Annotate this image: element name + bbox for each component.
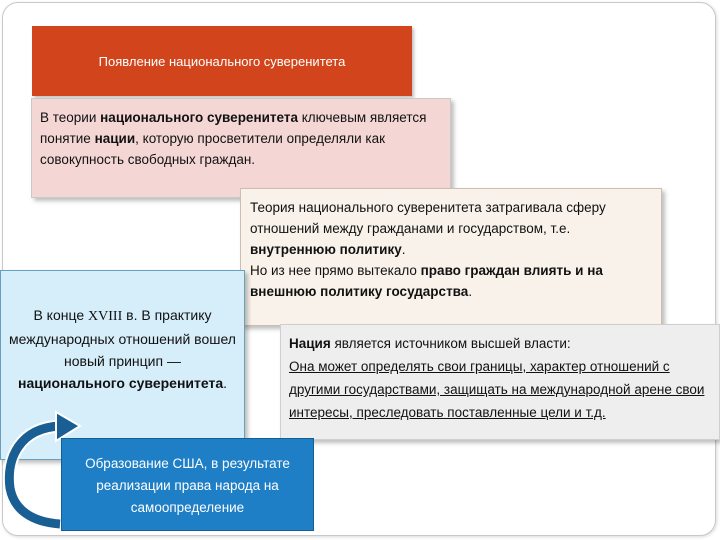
- policy-scope-box: [240, 188, 662, 326]
- text-fragment: .: [468, 284, 473, 299]
- text-fragment: ключевым является понятие: [40, 110, 427, 146]
- underlined-text: Она может определять свои границы, характер отношений с другими государствами, защищать на международной арене свои интересы, преследовать поставленные цели и т.д.: [289, 359, 705, 420]
- text-fragment: Но из нее прямо вытекало: [250, 263, 421, 278]
- bold-term: национального суверенитета: [100, 110, 298, 125]
- title-box: [32, 26, 412, 96]
- text-fragment: Теория национального суверенитета затрагивала сферу отношений между гражданами и государством, т.е.: [250, 200, 606, 236]
- national-sovereignty-theory-box: [31, 98, 451, 198]
- bold-term: внутреннюю политику: [250, 242, 402, 257]
- text-fragment: .: [401, 242, 406, 257]
- bold-term: право граждан влиять и на внешнюю политику государства: [250, 263, 603, 299]
- usa-formation-text: Образование США, в результате реализации права народа на самоопределение: [85, 456, 290, 515]
- text-fragment: является источником высшей власти:: [330, 336, 571, 351]
- title-text: Появление национального суверенитета: [98, 53, 346, 69]
- bold-term: нации: [94, 131, 136, 146]
- bold-term: национального суверенитета: [17, 375, 224, 391]
- text-fragment: , которую просветители определяли как совокупность свободных граждан.: [40, 131, 386, 167]
- roman-numeral: XVIII: [88, 309, 123, 324]
- nation-power-box: [280, 324, 720, 440]
- text-fragment: В теории: [40, 110, 101, 125]
- bold-term: Нация: [289, 336, 331, 351]
- text-fragment: В конце: [33, 307, 89, 323]
- usa-formation-box: [61, 438, 314, 531]
- text-fragment: .: [223, 375, 228, 391]
- text-fragment: в. В практику международных отношений вошел новый принцип —: [9, 307, 236, 369]
